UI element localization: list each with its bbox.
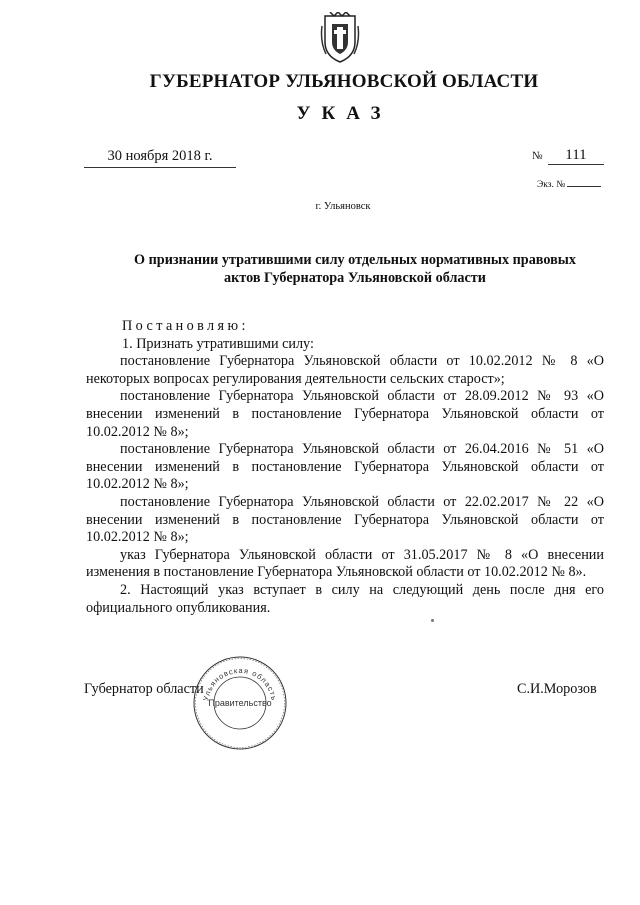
- copy-number-underline: [567, 186, 601, 187]
- document-title: О признании утратившими силу отдельных нормативных правовых актов Губернатора Ульяновской области: [134, 252, 576, 286]
- item-1-heading: 1. Признать утратившими силу:: [122, 335, 314, 352]
- signature-name: С.И.Морозов: [517, 681, 597, 697]
- date-field: [84, 148, 236, 168]
- repealed-act-item: указ Губернатора Ульяновской области от 31.05.2017 № 8 «О внесении изменения в постановление Губернатора Ульяновской области от 10.02.2012 № 8».: [86, 546, 604, 581]
- copy-number-field: [537, 180, 601, 190]
- authority-heading: ГУБЕРНАТОР УЛЬЯНОВСКОЙ ОБЛАСТИ: [149, 71, 539, 92]
- repealed-act-item: постановление Губернатора Ульяновской области от 22.02.2017 № 22 «О внесении изменений в постановление Губернатора Ульяновской области от 10.02.2012 № 8»;: [86, 493, 604, 546]
- seal-center-text: Правительство: [208, 698, 272, 708]
- item-2-paragraph: 2. Настоящий указ вступает в силу на следующий день после дня его официального опубликования.: [86, 581, 604, 616]
- document-body: [86, 318, 604, 617]
- decree-word: Постановляю:: [122, 318, 249, 334]
- copy-number-label: Экз. №: [537, 180, 566, 190]
- number-value: 111: [548, 147, 604, 165]
- seal-ring-text: Ульяновская область: [201, 665, 279, 702]
- official-seal: [192, 655, 288, 751]
- number-sign: №: [532, 149, 543, 162]
- signature-position: Губернатор области: [84, 681, 204, 697]
- repealed-act-item: постановление Губернатора Ульяновской области от 10.02.2012 № 8 «О некоторых вопросах регулирования деятельности сельских старост»;: [86, 353, 604, 387]
- city-line: г. Ульяновск: [315, 201, 371, 212]
- coat-of-arms-icon: [320, 12, 360, 64]
- date-value: 30 ноября 2018 г.: [107, 148, 213, 164]
- document-type-heading: УКАЗ: [296, 103, 392, 124]
- ink-mark: [431, 619, 434, 622]
- svg-text:Ульяновская область: [201, 666, 279, 702]
- date-underline: [84, 167, 236, 168]
- number-field: [532, 147, 604, 165]
- repealed-act-item: постановление Губернатора Ульяновской области от 26.04.2016 № 51 «О внесении изменений в постановление Губернатора Ульяновской области от 10.02.2012 № 8»;: [86, 441, 604, 493]
- repealed-act-item: постановление Губернатора Ульяновской области от 28.09.2012 № 93 «О внесении изменений в постановление Губернатора Ульяновской области от 10.02.2012 № 8»;: [86, 388, 604, 440]
